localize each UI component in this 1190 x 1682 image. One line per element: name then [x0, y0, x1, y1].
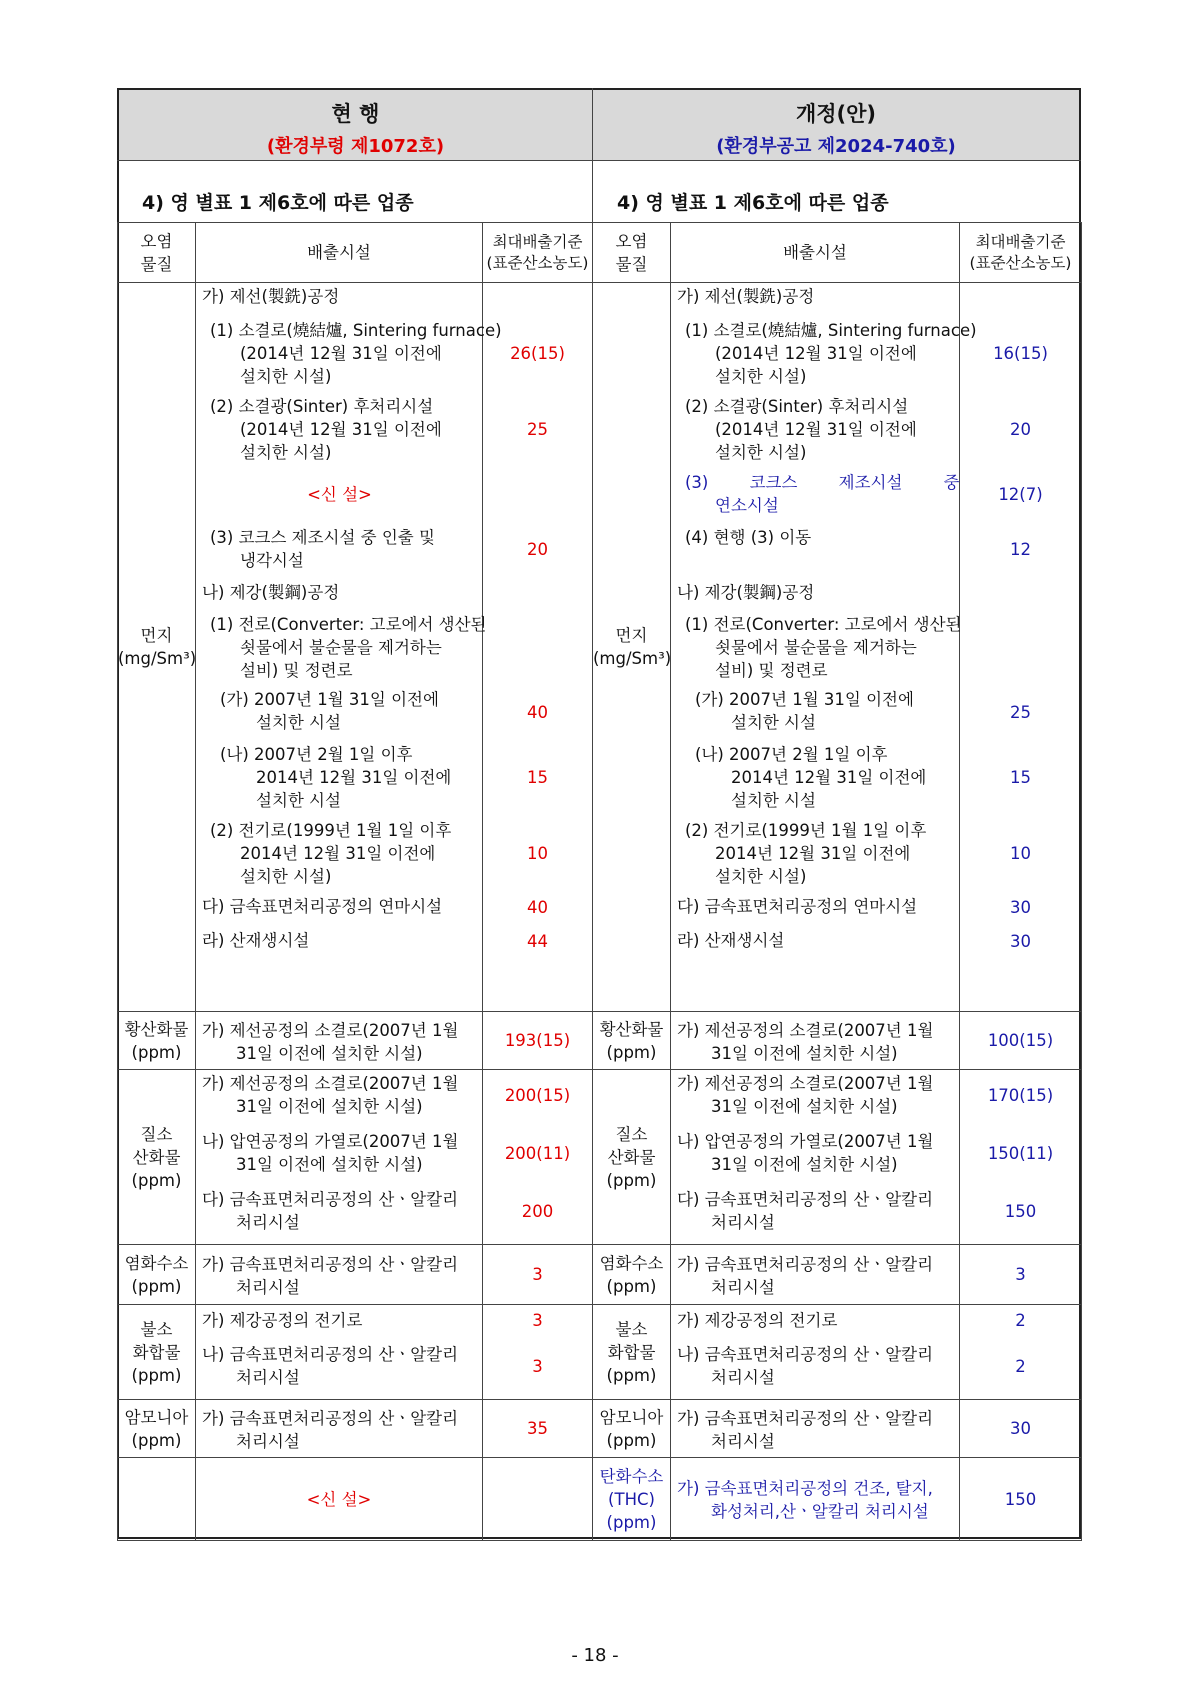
- list-item: 나) 제강(製鋼)공정: [677, 583, 815, 602]
- facility-text: 가) 금속표면처리공정의 산ㆍ알칼리 처리시설: [196, 1245, 483, 1305]
- table-row-sox: 황산화물 (ppm) 가) 제선공정의 소결로(2007년 1월 31일 이전에 설치한 시설) 193(15): [118, 1012, 593, 1070]
- limit-value: 3: [960, 1245, 1082, 1305]
- list-item: 나) 금속표면처리공정의 산ㆍ알칼리 처리시설: [677, 1345, 934, 1387]
- limit-value: 12(7): [998, 485, 1043, 504]
- limit-value: 16(15): [993, 344, 1048, 363]
- limit-value: 20: [527, 540, 548, 559]
- limit-value: 150: [1004, 1202, 1037, 1221]
- list-item: 라) 산재생시설: [677, 931, 785, 950]
- limit-value: 170(15): [987, 1086, 1054, 1105]
- list-item: 가) 제강공정의 전기로: [202, 1311, 363, 1330]
- list-item: (4) 현행 (3) 이동: [685, 528, 812, 547]
- col-facility: 배출시설: [196, 223, 483, 283]
- list-item: 가) 제선공정의 소결로(2007년 1월 31일 이전에 설치한 시설): [202, 1074, 459, 1116]
- table-row-nox: 질소 산화물 (ppm) 가) 제선공정의 소결로(2007년 1월 31일 이전에 설치한 시설) 나) 압연공정의 가열로(2007년 1월 31일 이전에 설치한 시설) 다) 금속표면처리공정의 산ㆍ알칼리 처리시설 170(15) 150(11) 150: [593, 1070, 1082, 1245]
- revised-table: [592, 222, 1082, 1541]
- limit-value: 15: [527, 768, 548, 787]
- limit-value: 12: [1010, 540, 1031, 559]
- table-row-sox: 황산화물 (ppm) 가) 제선공정의 소결로(2007년 1월 31일 이전에 설치한 시설) 100(15): [593, 1012, 1082, 1070]
- list-item: (3) 코크스 제조시설 중 인출 및 냉각시설: [210, 528, 435, 570]
- limit-value: 10: [527, 844, 548, 863]
- facility-text: 가) 금속표면처리공정의 산ㆍ알칼리 처리시설: [671, 1245, 960, 1305]
- limit-value: 3: [483, 1245, 593, 1305]
- limit-value: 2: [1015, 1357, 1026, 1376]
- table-row-dust: [118, 283, 593, 1012]
- facility-text: 가) 금속표면처리공정의 산ㆍ알칼리 처리시설: [196, 1400, 483, 1458]
- list-item: 다) 금속표면처리공정의 산ㆍ알칼리 처리시설: [202, 1190, 459, 1232]
- list-item: 나) 압연공정의 가열로(2007년 1월 31일 이전에 설치한 시설): [202, 1132, 459, 1174]
- limit-value: 3: [532, 1311, 543, 1330]
- list-item: 다) 금속표면처리공정의 연마시설: [202, 897, 443, 916]
- list-item: 나) 금속표면처리공정의 산ㆍ알칼리 처리시설: [202, 1345, 459, 1387]
- limit-value: 150: [960, 1458, 1082, 1541]
- header-revised-subtitle: (환경부공고 제2024-740호): [716, 136, 956, 157]
- list-item: 가) 제선공정의 소결로(2007년 1월 31일 이전에 설치한 시설): [677, 1074, 934, 1116]
- facility-text: 가) 제선공정의 소결로(2007년 1월 31일 이전에 설치한 시설): [196, 1012, 483, 1070]
- facility-text: 가) 제선공정의 소결로(2007년 1월 31일 이전에 설치한 시설): [671, 1012, 960, 1070]
- list-item: (2) 전기로(1999년 1월 1일 이후 2014년 12월 31일 이전에 설치한 시설): [685, 821, 927, 886]
- list-item: 가) 제선(製銑)공정: [202, 287, 340, 306]
- table-row-thc: [118, 1458, 593, 1541]
- limit-value: 200(15): [504, 1086, 571, 1105]
- section-title-revised: 4) 영 별표 1 제6호에 따른 업종: [617, 192, 889, 214]
- header-current-title: 현 행: [331, 102, 380, 126]
- list-item: (1) 소결로(燒結爐, Sintering furnace) (2014년 12월 31일 이전에 설치한 시설): [685, 321, 977, 386]
- list-item: (2) 소결광(Sinter) 후처리시설 (2014년 12월 31일 이전에 설치한 시설): [685, 397, 917, 462]
- list-item: (1) 소결로(燒結爐, Sintering furnace) (2014년 12월 31일 이전에 설치한 시설): [210, 321, 502, 386]
- table-row-thc: [593, 1458, 1082, 1541]
- table-row-hcl: 염화수소 (ppm) 가) 금속표면처리공정의 산ㆍ알칼리 처리시설 3: [593, 1245, 1082, 1305]
- pollutant-dust: 먼지 (mg/Sm³): [118, 283, 196, 1012]
- list-item: 가) 제강공정의 전기로: [677, 1311, 838, 1330]
- limit-value: 30: [960, 1400, 1082, 1458]
- divider: [117, 160, 1081, 161]
- limit-value: 2: [1015, 1311, 1026, 1330]
- header-revised: [593, 90, 1079, 160]
- new-mark: <신 설>: [196, 1458, 483, 1541]
- facility-text: 가) 금속표면처리공정의 산ㆍ알칼리 처리시설: [671, 1400, 960, 1458]
- table-row-hcl: 염화수소 (ppm) 가) 금속표면처리공정의 산ㆍ알칼리 처리시설 3: [118, 1245, 593, 1305]
- limit-value: 20: [1010, 420, 1031, 439]
- current-table: [117, 222, 593, 1541]
- new-mark: <신 설>: [307, 485, 372, 504]
- limit-value: 30: [1010, 932, 1031, 951]
- col-pollutant: 오염 물질: [593, 223, 671, 283]
- pollutant-thc: 탄화수소 (THC) (ppm): [593, 1458, 671, 1541]
- table-row-hf: 불소 화합물 (ppm) 가) 제강공정의 전기로 나) 금속표면처리공정의 산ㆍ알칼리 처리시설 2 2: [593, 1305, 1082, 1400]
- pollutant-dust: 먼지 (mg/Sm³): [593, 283, 671, 1012]
- limit-value: 35: [483, 1400, 593, 1458]
- list-item: 다) 금속표면처리공정의 연마시설: [677, 897, 918, 916]
- header-current: [119, 90, 592, 160]
- limit-value: 40: [527, 703, 548, 722]
- list-item: (나) 2007년 2월 1일 이후 2014년 12월 31일 이전에 설치한 시설: [695, 745, 927, 810]
- table-header-row: [118, 223, 593, 283]
- col-limit: 최대배출기준 (표준산소농도): [960, 223, 1082, 283]
- list-item: 나) 압연공정의 가열로(2007년 1월 31일 이전에 설치한 시설): [677, 1132, 934, 1174]
- page-number: - 18 -: [571, 1645, 619, 1666]
- limit-value: 44: [527, 932, 548, 951]
- limit-value: 25: [1010, 703, 1031, 722]
- list-item: 가) 제선(製銑)공정: [677, 287, 815, 306]
- col-facility: 배출시설: [671, 223, 960, 283]
- list-item: 라) 산재생시설: [202, 931, 310, 950]
- facility-text: 가) 금속표면처리공정의 건조, 탈지, 화성처리,산ㆍ알칼리 처리시설: [671, 1458, 960, 1541]
- table-row-nh3: 암모니아 (ppm) 가) 금속표면처리공정의 산ㆍ알칼리 처리시설 35: [118, 1400, 593, 1458]
- limit-value: 200(11): [504, 1144, 571, 1163]
- header-revised-title: 개정(안): [795, 102, 877, 126]
- list-item: (나) 2007년 2월 1일 이후 2014년 12월 31일 이전에 설치한 시설: [220, 745, 452, 810]
- limit-value: 25: [527, 420, 548, 439]
- table-row-nox: 질소 산화물 (ppm) 가) 제선공정의 소결로(2007년 1월 31일 이전에 설치한 시설) 나) 압연공정의 가열로(2007년 1월 31일 이전에 설치한 시설) 다) 금속표면처리공정의 산ㆍ알칼리 처리시설 200(15) 200(11) 200: [118, 1070, 593, 1245]
- header-current-subtitle: (환경부령 제1072호): [266, 136, 445, 157]
- list-item-new: (3) 코크스 제조시설 중 연소시설: [685, 473, 960, 515]
- list-item: 나) 제강(製鋼)공정: [202, 583, 340, 602]
- list-item: (1) 전로(Converter: 고로에서 생산된 쇳물에서 불순물을 제거하는 설비) 및 정련로: [210, 615, 487, 680]
- limit-value: 26(15): [510, 344, 565, 363]
- table-row-hf: 불소 화합물 (ppm) 가) 제강공정의 전기로 나) 금속표면처리공정의 산ㆍ알칼리 처리시설 3 3: [118, 1305, 593, 1400]
- limit-value: 30: [1010, 898, 1031, 917]
- table-header-row: [593, 223, 1082, 283]
- table-row-nh3: 암모니아 (ppm) 가) 금속표면처리공정의 산ㆍ알칼리 처리시설 30: [593, 1400, 1082, 1458]
- list-item: (1) 전로(Converter: 고로에서 생산된 쇳물에서 불순물을 제거하는 설비) 및 정련로: [685, 615, 962, 680]
- section-title-current: 4) 영 별표 1 제6호에 따른 업종: [142, 192, 414, 214]
- limit-value: 200: [521, 1202, 554, 1221]
- limit-value: 40: [527, 898, 548, 917]
- list-item: (가) 2007년 1월 31일 이전에 설치한 시설: [220, 690, 439, 732]
- list-item: (2) 소결광(Sinter) 후처리시설 (2014년 12월 31일 이전에 설치한 시설): [210, 397, 442, 462]
- col-limit: 최대배출기준 (표준산소농도): [483, 223, 593, 283]
- col-pollutant: 오염 물질: [118, 223, 196, 283]
- list-item: 다) 금속표면처리공정의 산ㆍ알칼리 처리시설: [677, 1190, 934, 1232]
- limit-value: 193(15): [483, 1012, 593, 1070]
- limit-value: 10: [1010, 844, 1031, 863]
- list-item: (가) 2007년 1월 31일 이전에 설치한 시설: [695, 690, 914, 732]
- limit-value: 15: [1010, 768, 1031, 787]
- table-row-dust: [593, 283, 1082, 1012]
- limit-value: 100(15): [960, 1012, 1082, 1070]
- limit-value: 3: [532, 1357, 543, 1376]
- list-item: (2) 전기로(1999년 1월 1일 이후 2014년 12월 31일 이전에 설치한 시설): [210, 821, 452, 886]
- limit-value: 150(11): [987, 1144, 1054, 1163]
